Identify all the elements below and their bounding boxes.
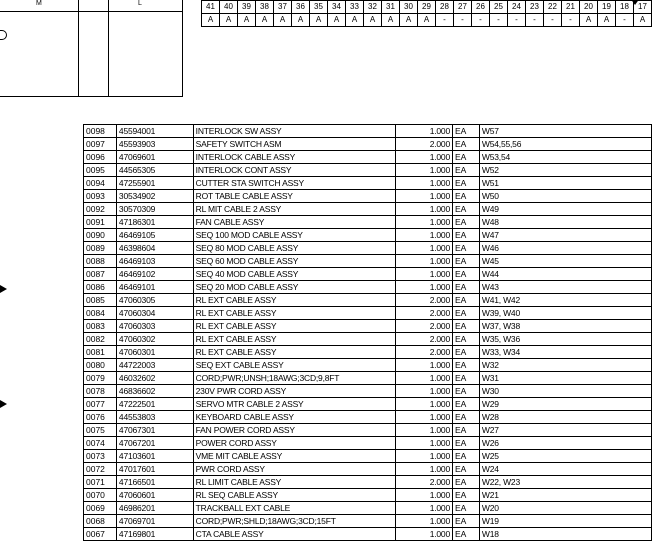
bom-cell-quantity: 1.000 <box>396 229 453 242</box>
revision-value-cell: A <box>364 14 382 27</box>
table-row <box>84 346 652 359</box>
frame-vertical-divider-2 <box>108 0 109 96</box>
revision-value-cell: - <box>508 14 526 27</box>
revision-number-cell: 35 <box>310 1 328 14</box>
bom-cell-quantity: 2.000 <box>396 320 453 333</box>
bom-cell-item: 0071 <box>84 476 117 489</box>
bom-cell-description: SEQ 60 MOD CABLE ASSY <box>193 255 396 268</box>
bom-cell-uom: EA <box>453 528 480 541</box>
bom-cell-quantity: 2.000 <box>396 294 453 307</box>
bom-cell-reference: W53,54 <box>479 151 651 164</box>
bom-cell-item: 0085 <box>84 294 117 307</box>
bom-cell-reference: W54,55,56 <box>479 138 651 151</box>
table-row <box>84 411 652 424</box>
table-row <box>84 489 652 502</box>
table-row <box>84 372 652 385</box>
bom-cell-item: 0095 <box>84 164 117 177</box>
table-row <box>84 177 652 190</box>
bom-cell-item: 0069 <box>84 502 117 515</box>
bom-cell-uom: EA <box>453 307 480 320</box>
revision-number-cell: 29 <box>418 1 436 14</box>
bom-cell-part-number: 46986201 <box>116 502 193 515</box>
bom-cell-item: 0079 <box>84 372 117 385</box>
bom-cell-quantity: 2.000 <box>396 476 453 489</box>
bom-cell-quantity: 1.000 <box>396 255 453 268</box>
bom-cell-quantity: 1.000 <box>396 489 453 502</box>
frame-vertical-divider-1 <box>78 0 79 96</box>
bom-cell-item: 0073 <box>84 450 117 463</box>
frame-label-m: M <box>36 0 42 7</box>
bom-cell-quantity: 2.000 <box>396 307 453 320</box>
revision-number-cell: 37 <box>274 1 292 14</box>
bom-cell-reference: W24 <box>479 463 651 476</box>
table-row <box>84 515 652 528</box>
bom-cell-uom: EA <box>453 229 480 242</box>
bom-cell-part-number: 46836602 <box>116 385 193 398</box>
bom-cell-part-number: 47222501 <box>116 398 193 411</box>
bom-cell-uom: EA <box>453 463 480 476</box>
bom-cell-reference: W51 <box>479 177 651 190</box>
table-row <box>84 294 652 307</box>
bom-cell-uom: EA <box>453 242 480 255</box>
bom-cell-uom: EA <box>453 177 480 190</box>
bom-cell-item: 0082 <box>84 333 117 346</box>
table-row <box>84 268 652 281</box>
bom-cell-quantity: 1.000 <box>396 190 453 203</box>
bom-cell-description: RL EXT CABLE ASSY <box>193 320 396 333</box>
drawing-frame-fragment <box>0 0 183 97</box>
bom-cell-description: SERVO MTR CABLE 2 ASSY <box>193 398 396 411</box>
bom-cell-part-number: 47060305 <box>116 294 193 307</box>
bom-cell-uom: EA <box>453 437 480 450</box>
bom-cell-description: RL EXT CABLE ASSY <box>193 307 396 320</box>
revision-number-cell: 31 <box>382 1 400 14</box>
bom-cell-item: 0080 <box>84 359 117 372</box>
table-row <box>84 203 652 216</box>
revision-number-cell: 34 <box>328 1 346 14</box>
revision-value-cell: A <box>220 14 238 27</box>
bom-cell-uom: EA <box>453 164 480 177</box>
revision-number-cell: 22 <box>544 1 562 14</box>
bom-cell-description: TRACKBALL EXT CABLE <box>193 502 396 515</box>
bom-cell-uom: EA <box>453 515 480 528</box>
revision-value-cell: A <box>274 14 292 27</box>
revision-number-cell: 25 <box>490 1 508 14</box>
bom-cell-reference: W41, W42 <box>479 294 651 307</box>
bom-cell-part-number: 47017601 <box>116 463 193 476</box>
bom-cell-quantity: 1.000 <box>396 450 453 463</box>
bom-cell-description: CTA CABLE ASSY <box>193 528 396 541</box>
revision-number-cell: 32 <box>364 1 382 14</box>
bom-cell-uom: EA <box>453 333 480 346</box>
bom-cell-reference: W50 <box>479 190 651 203</box>
bom-cell-part-number: 47186301 <box>116 216 193 229</box>
bom-cell-reference: W18 <box>479 528 651 541</box>
revision-value-cell: A <box>202 14 220 27</box>
bom-cell-uom: EA <box>453 424 480 437</box>
left-edge-arrow-2 <box>0 400 7 408</box>
bom-cell-part-number: 47060302 <box>116 333 193 346</box>
table-row <box>84 229 652 242</box>
bom-cell-uom: EA <box>453 190 480 203</box>
bom-cell-uom: EA <box>453 320 480 333</box>
bom-cell-part-number: 47060304 <box>116 307 193 320</box>
revision-number-row <box>202 1 652 14</box>
bom-cell-item: 0086 <box>84 281 117 294</box>
bom-cell-description: RL LIMIT CABLE ASSY <box>193 476 396 489</box>
bom-cell-quantity: 1.000 <box>396 268 453 281</box>
frame-label-l: L <box>138 0 142 7</box>
bom-cell-part-number: 47069601 <box>116 151 193 164</box>
bom-cell-item: 0093 <box>84 190 117 203</box>
bom-cell-part-number: 47060303 <box>116 320 193 333</box>
bom-cell-part-number: 47067301 <box>116 424 193 437</box>
revision-number-cell: 38 <box>256 1 274 14</box>
bom-cell-part-number: 47067201 <box>116 437 193 450</box>
bom-cell-description: SEQ 20 MOD CABLE ASSY <box>193 281 396 294</box>
table-row <box>84 190 652 203</box>
bom-cell-description: 230V PWR CORD ASSY <box>193 385 396 398</box>
bom-cell-item: 0084 <box>84 307 117 320</box>
bom-cell-reference: W27 <box>479 424 651 437</box>
revision-number-cell: 30 <box>400 1 418 14</box>
bom-cell-reference: W57 <box>479 125 651 138</box>
table-row <box>84 242 652 255</box>
bom-cell-uom: EA <box>453 359 480 372</box>
revision-value-cell: A <box>328 14 346 27</box>
revision-value-cell: - <box>490 14 508 27</box>
bom-cell-item: 0078 <box>84 385 117 398</box>
bom-cell-reference: W28 <box>479 411 651 424</box>
bom-cell-reference: W35, W36 <box>479 333 651 346</box>
revision-number-cell: 28 <box>436 1 454 14</box>
bom-cell-uom: EA <box>453 346 480 359</box>
bom-cell-description: SEQ 40 MOD CABLE ASSY <box>193 268 396 281</box>
revision-value-cell: A <box>256 14 274 27</box>
bom-cell-description: FAN POWER CORD ASSY <box>193 424 396 437</box>
table-row <box>84 151 652 164</box>
bom-cell-part-number: 47069701 <box>116 515 193 528</box>
revision-number-cell: 40 <box>220 1 238 14</box>
table-row <box>84 255 652 268</box>
bom-cell-item: 0098 <box>84 125 117 138</box>
bom-cell-quantity: 1.000 <box>396 177 453 190</box>
revision-number-cell: 20 <box>580 1 598 14</box>
bom-cell-uom: EA <box>453 203 480 216</box>
bom-cell-description: POWER CORD ASSY <box>193 437 396 450</box>
table-row <box>84 437 652 450</box>
bom-cell-quantity: 1.000 <box>396 164 453 177</box>
bom-cell-part-number: 46398604 <box>116 242 193 255</box>
bom-cell-item: 0068 <box>84 515 117 528</box>
bom-cell-part-number: 30570309 <box>116 203 193 216</box>
bom-cell-item: 0074 <box>84 437 117 450</box>
bom-cell-reference: W48 <box>479 216 651 229</box>
revision-value-cell: - <box>616 14 634 27</box>
bom-cell-uom: EA <box>453 216 480 229</box>
bom-cell-description: RL SEQ CABLE ASSY <box>193 489 396 502</box>
bom-cell-item: 0089 <box>84 242 117 255</box>
bom-cell-reference: W31 <box>479 372 651 385</box>
bom-cell-reference: W52 <box>479 164 651 177</box>
revision-number-cell: 26 <box>472 1 490 14</box>
table-row <box>84 502 652 515</box>
bom-cell-description: RL EXT CABLE ASSY <box>193 333 396 346</box>
bom-cell-description: CUTTER STA SWITCH ASSY <box>193 177 396 190</box>
bom-cell-uom: EA <box>453 151 480 164</box>
bom-cell-reference: W39, W40 <box>479 307 651 320</box>
bom-cell-item: 0081 <box>84 346 117 359</box>
bom-cell-uom: EA <box>453 281 480 294</box>
bom-cell-uom: EA <box>453 138 480 151</box>
table-row <box>84 476 652 489</box>
bom-cell-quantity: 1.000 <box>396 463 453 476</box>
bom-cell-description: INTERLOCK CABLE ASSY <box>193 151 396 164</box>
bom-cell-reference: W30 <box>479 385 651 398</box>
bom-cell-description: SAFETY SWITCH ASM <box>193 138 396 151</box>
bom-cell-reference: W33, W34 <box>479 346 651 359</box>
bom-cell-quantity: 1.000 <box>396 502 453 515</box>
bom-cell-description: RL EXT CABLE ASSY <box>193 294 396 307</box>
revision-value-cell: A <box>400 14 418 27</box>
bom-cell-description: SEQ 80 MOD CABLE ASSY <box>193 242 396 255</box>
revision-value-cell: A <box>238 14 256 27</box>
bom-cell-item: 0083 <box>84 320 117 333</box>
bom-cell-item: 0076 <box>84 411 117 424</box>
table-row <box>84 216 652 229</box>
bom-cell-reference: W21 <box>479 489 651 502</box>
table-row <box>84 385 652 398</box>
bom-cell-item: 0094 <box>84 177 117 190</box>
bom-cell-description: PWR CORD ASSY <box>193 463 396 476</box>
revision-value-cell: A <box>292 14 310 27</box>
bom-cell-part-number: 30534902 <box>116 190 193 203</box>
bom-cell-part-number: 46469105 <box>116 229 193 242</box>
bom-cell-description: RL MIT CABLE 2 ASSY <box>193 203 396 216</box>
bom-cell-part-number: 46469102 <box>116 268 193 281</box>
bom-cell-part-number: 45594001 <box>116 125 193 138</box>
revision-number-cell: 39 <box>238 1 256 14</box>
bom-cell-quantity: 1.000 <box>396 281 453 294</box>
bom-cell-quantity: 1.000 <box>396 398 453 411</box>
table-row <box>84 138 652 151</box>
bom-cell-item: 0097 <box>84 138 117 151</box>
table-row <box>84 320 652 333</box>
bom-cell-quantity: 2.000 <box>396 333 453 346</box>
bom-cell-reference: W49 <box>479 203 651 216</box>
table-row <box>84 359 652 372</box>
revision-number-cell: 17 <box>634 1 652 14</box>
revision-value-cell: A <box>346 14 364 27</box>
bom-cell-uom: EA <box>453 385 480 398</box>
table-row <box>84 125 652 138</box>
bom-cell-reference: W43 <box>479 281 651 294</box>
bom-cell-uom: EA <box>453 502 480 515</box>
bom-cell-item: 0070 <box>84 489 117 502</box>
bom-cell-part-number: 46032602 <box>116 372 193 385</box>
left-edge-arrow-1 <box>0 285 7 293</box>
bom-cell-quantity: 1.000 <box>396 151 453 164</box>
table-row <box>84 528 652 541</box>
revision-value-cell: A <box>634 14 652 27</box>
bom-cell-item: 0091 <box>84 216 117 229</box>
revision-value-cell: - <box>454 14 472 27</box>
revision-number-cell: 27 <box>454 1 472 14</box>
revision-value-row <box>202 14 652 27</box>
bom-cell-description: ROT TABLE CABLE ASSY <box>193 190 396 203</box>
bom-cell-part-number: 47169801 <box>116 528 193 541</box>
bom-cell-description: INTERLOCK SW ASSY <box>193 125 396 138</box>
table-row <box>84 398 652 411</box>
bom-cell-reference: W25 <box>479 450 651 463</box>
table-row <box>84 463 652 476</box>
bom-cell-uom: EA <box>453 398 480 411</box>
revision-number-cell: 23 <box>526 1 544 14</box>
bom-cell-uom: EA <box>453 411 480 424</box>
bom-cell-quantity: 2.000 <box>396 138 453 151</box>
bom-cell-uom: EA <box>453 294 480 307</box>
bom-cell-uom: EA <box>453 476 480 489</box>
revision-number-cell: 33 <box>346 1 364 14</box>
bom-cell-quantity: 1.000 <box>396 242 453 255</box>
revision-number-cell: 24 <box>508 1 526 14</box>
bom-cell-item: 0096 <box>84 151 117 164</box>
bom-cell-item: 0075 <box>84 424 117 437</box>
bom-cell-reference: W32 <box>479 359 651 372</box>
revision-number-cell: 41 <box>202 1 220 14</box>
table-row <box>84 307 652 320</box>
revision-number-cell: 18 <box>616 1 634 14</box>
bom-cell-part-number: 46469103 <box>116 255 193 268</box>
bom-cell-reference: W37, W38 <box>479 320 651 333</box>
bom-cell-reference: W19 <box>479 515 651 528</box>
revision-grid <box>201 0 652 27</box>
bom-cell-part-number: 44553803 <box>116 411 193 424</box>
bom-cell-reference: W45 <box>479 255 651 268</box>
bom-cell-quantity: 2.000 <box>396 346 453 359</box>
bom-cell-uom: EA <box>453 255 480 268</box>
bom-cell-part-number: 44722003 <box>116 359 193 372</box>
bom-cell-part-number: 45593903 <box>116 138 193 151</box>
bom-cell-part-number: 47060601 <box>116 489 193 502</box>
bom-cell-uom: EA <box>453 450 480 463</box>
bom-cell-description: CORD;PWR;UNSH;18AWG;3CD;9,8FT <box>193 372 396 385</box>
bom-cell-part-number: 47103601 <box>116 450 193 463</box>
bom-cell-item: 0067 <box>84 528 117 541</box>
bom-cell-part-number: 46469101 <box>116 281 193 294</box>
bom-cell-part-number: 44565305 <box>116 164 193 177</box>
bom-cell-item: 0087 <box>84 268 117 281</box>
bom-cell-quantity: 1.000 <box>396 424 453 437</box>
bom-cell-reference: W29 <box>479 398 651 411</box>
table-row <box>84 424 652 437</box>
bom-cell-description: RL EXT CABLE ASSY <box>193 346 396 359</box>
bom-cell-quantity: 1.000 <box>396 385 453 398</box>
bom-cell-uom: EA <box>453 489 480 502</box>
table-row <box>84 450 652 463</box>
revision-value-cell: - <box>436 14 454 27</box>
revision-value-cell: - <box>526 14 544 27</box>
bom-cell-description: CORD;PWR;SHLD;18AWG;3CD;15FT <box>193 515 396 528</box>
revision-number-cell: 21 <box>562 1 580 14</box>
revision-value-cell: - <box>562 14 580 27</box>
bom-cell-reference: W26 <box>479 437 651 450</box>
bom-cell-item: 0092 <box>84 203 117 216</box>
bom-cell-quantity: 1.000 <box>396 528 453 541</box>
bom-cell-description: KEYBOARD CABLE ASSY <box>193 411 396 424</box>
revision-value-cell: A <box>418 14 436 27</box>
bom-cell-quantity: 1.000 <box>396 515 453 528</box>
revision-value-cell: A <box>598 14 616 27</box>
bom-cell-item: 0088 <box>84 255 117 268</box>
bom-cell-quantity: 1.000 <box>396 437 453 450</box>
bill-of-materials-table <box>83 124 652 541</box>
bom-cell-quantity: 1.000 <box>396 359 453 372</box>
bom-cell-quantity: 1.000 <box>396 125 453 138</box>
bom-cell-quantity: 1.000 <box>396 203 453 216</box>
revision-value-cell: A <box>382 14 400 27</box>
bom-cell-item: 0077 <box>84 398 117 411</box>
bom-cell-item: 0072 <box>84 463 117 476</box>
bom-cell-reference: W20 <box>479 502 651 515</box>
bom-cell-part-number: 47166501 <box>116 476 193 489</box>
revision-value-cell: - <box>472 14 490 27</box>
bom-cell-quantity: 1.000 <box>396 372 453 385</box>
bom-cell-description: SEQ EXT CABLE ASSY <box>193 359 396 372</box>
bom-cell-reference: W44 <box>479 268 651 281</box>
frame-horizontal-divider <box>0 11 182 12</box>
table-row <box>84 281 652 294</box>
bom-cell-part-number: 47255901 <box>116 177 193 190</box>
bom-cell-description: SEQ 100 MOD CABLE ASSY <box>193 229 396 242</box>
revision-value-cell: A <box>310 14 328 27</box>
bom-cell-uom: EA <box>453 372 480 385</box>
bom-cell-uom: EA <box>453 125 480 138</box>
bom-cell-uom: EA <box>453 268 480 281</box>
bom-cell-reference: W46 <box>479 242 651 255</box>
bom-cell-quantity: 1.000 <box>396 216 453 229</box>
bom-cell-description: INTERLOCK CONT ASSY <box>193 164 396 177</box>
revision-value-cell: A <box>580 14 598 27</box>
bom-cell-description: VME MIT CABLE ASSY <box>193 450 396 463</box>
bom-cell-item: 0090 <box>84 229 117 242</box>
table-row <box>84 164 652 177</box>
revision-value-cell: - <box>544 14 562 27</box>
revision-number-cell: 19 <box>598 1 616 14</box>
bom-cell-description: FAN CABLE ASSY <box>193 216 396 229</box>
bom-cell-part-number: 47060301 <box>116 346 193 359</box>
table-row <box>84 333 652 346</box>
revision-number-cell: 36 <box>292 1 310 14</box>
bom-cell-reference: W22, W23 <box>479 476 651 489</box>
bom-cell-quantity: 1.000 <box>396 411 453 424</box>
bom-cell-reference: W47 <box>479 229 651 242</box>
